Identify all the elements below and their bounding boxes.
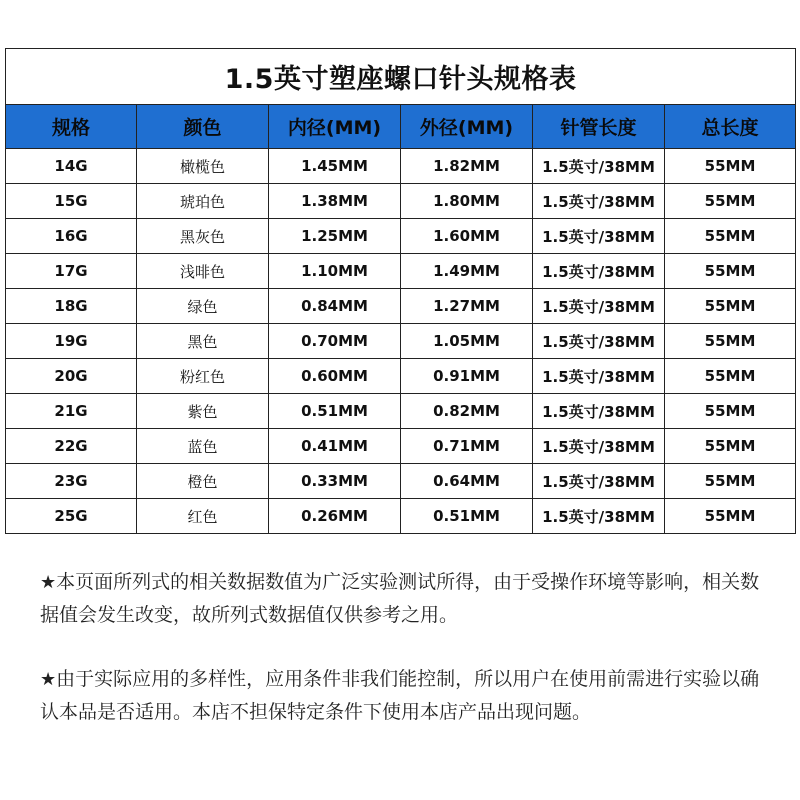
cell-outer-diameter: 1.82MM [401, 149, 533, 184]
spec-table [5, 48, 796, 534]
header-color: 颜色 [137, 105, 269, 149]
cell-gauge: 18G [6, 289, 137, 324]
cell-needle-length: 1.5英寸/38MM [533, 149, 665, 184]
cell-outer-diameter: 1.05MM [401, 324, 533, 359]
cell-inner-diameter: 0.41MM [269, 429, 401, 464]
star-icon: ★ [40, 669, 57, 690]
cell-inner-diameter: 1.45MM [269, 149, 401, 184]
cell-gauge: 25G [6, 499, 137, 534]
cell-outer-diameter: 1.49MM [401, 254, 533, 289]
cell-needle-length: 1.5英寸/38MM [533, 429, 665, 464]
cell-gauge: 20G [6, 359, 137, 394]
note-text: 本页面所列式的相关数据数值为广泛实验测试所得，由于受操作环境等影响，相关数据值会发生改变，故所列式数据值仅供参考之用。 [40, 571, 760, 626]
cell-total-length: 55MM [665, 254, 796, 289]
cell-outer-diameter: 0.51MM [401, 499, 533, 534]
cell-total-length: 55MM [665, 359, 796, 394]
cell-color: 黑灰色 [137, 219, 269, 254]
cell-inner-diameter: 1.25MM [269, 219, 401, 254]
cell-outer-diameter: 1.60MM [401, 219, 533, 254]
cell-inner-diameter: 0.70MM [269, 324, 401, 359]
cell-color: 琥珀色 [137, 184, 269, 219]
cell-inner-diameter: 0.26MM [269, 499, 401, 534]
cell-gauge: 21G [6, 394, 137, 429]
table-row [6, 289, 796, 324]
cell-inner-diameter: 1.10MM [269, 254, 401, 289]
table-row [6, 184, 796, 219]
notes-section [40, 566, 760, 760]
cell-outer-diameter: 0.82MM [401, 394, 533, 429]
cell-color: 浅啡色 [137, 254, 269, 289]
note-1 [40, 566, 760, 632]
cell-gauge: 15G [6, 184, 137, 219]
cell-needle-length: 1.5英寸/38MM [533, 464, 665, 499]
cell-inner-diameter: 0.33MM [269, 464, 401, 499]
cell-needle-length: 1.5英寸/38MM [533, 289, 665, 324]
header-gauge: 规格 [6, 105, 137, 149]
cell-gauge: 22G [6, 429, 137, 464]
cell-color: 橄榄色 [137, 149, 269, 184]
table-row [6, 359, 796, 394]
cell-outer-diameter: 1.80MM [401, 184, 533, 219]
table-row [6, 464, 796, 499]
cell-outer-diameter: 1.27MM [401, 289, 533, 324]
header-needle-length: 针管长度 [533, 105, 665, 149]
cell-color: 红色 [137, 499, 269, 534]
cell-total-length: 55MM [665, 219, 796, 254]
header-inner-diameter: 内径(MM) [269, 105, 401, 149]
cell-total-length: 55MM [665, 429, 796, 464]
note-2 [40, 663, 760, 729]
cell-inner-diameter: 1.38MM [269, 184, 401, 219]
table-row [6, 429, 796, 464]
table-row [6, 324, 796, 359]
cell-needle-length: 1.5英寸/38MM [533, 499, 665, 534]
cell-gauge: 19G [6, 324, 137, 359]
note-text: 由于实际应用的多样性，应用条件非我们能控制，所以用户在使用前需进行实验以确认本品是否适用。本店不担保特定条件下使用本店产品出现问题。 [40, 668, 760, 723]
cell-gauge: 14G [6, 149, 137, 184]
cell-outer-diameter: 0.91MM [401, 359, 533, 394]
cell-color: 橙色 [137, 464, 269, 499]
header-outer-diameter: 外径(MM) [401, 105, 533, 149]
cell-total-length: 55MM [665, 289, 796, 324]
cell-needle-length: 1.5英寸/38MM [533, 184, 665, 219]
table-row [6, 149, 796, 184]
cell-color: 绿色 [137, 289, 269, 324]
title-row [6, 49, 796, 105]
cell-needle-length: 1.5英寸/38MM [533, 254, 665, 289]
cell-color: 紫色 [137, 394, 269, 429]
cell-total-length: 55MM [665, 149, 796, 184]
cell-total-length: 55MM [665, 394, 796, 429]
table-row [6, 254, 796, 289]
table-row [6, 394, 796, 429]
header-total-length: 总长度 [665, 105, 796, 149]
cell-gauge: 17G [6, 254, 137, 289]
star-icon: ★ [40, 572, 57, 593]
cell-total-length: 55MM [665, 184, 796, 219]
cell-outer-diameter: 0.64MM [401, 464, 533, 499]
cell-total-length: 55MM [665, 499, 796, 534]
cell-outer-diameter: 0.71MM [401, 429, 533, 464]
cell-needle-length: 1.5英寸/38MM [533, 394, 665, 429]
cell-needle-length: 1.5英寸/38MM [533, 324, 665, 359]
cell-needle-length: 1.5英寸/38MM [533, 219, 665, 254]
cell-total-length: 55MM [665, 324, 796, 359]
cell-color: 蓝色 [137, 429, 269, 464]
cell-inner-diameter: 0.60MM [269, 359, 401, 394]
cell-needle-length: 1.5英寸/38MM [533, 359, 665, 394]
header-row [6, 105, 796, 149]
cell-inner-diameter: 0.51MM [269, 394, 401, 429]
cell-gauge: 16G [6, 219, 137, 254]
cell-total-length: 55MM [665, 464, 796, 499]
table-row [6, 499, 796, 534]
cell-color: 粉红色 [137, 359, 269, 394]
cell-color: 黑色 [137, 324, 269, 359]
table-row [6, 219, 796, 254]
table-title: 1.5英寸塑座螺口针头规格表 [6, 49, 796, 105]
cell-inner-diameter: 0.84MM [269, 289, 401, 324]
cell-gauge: 23G [6, 464, 137, 499]
